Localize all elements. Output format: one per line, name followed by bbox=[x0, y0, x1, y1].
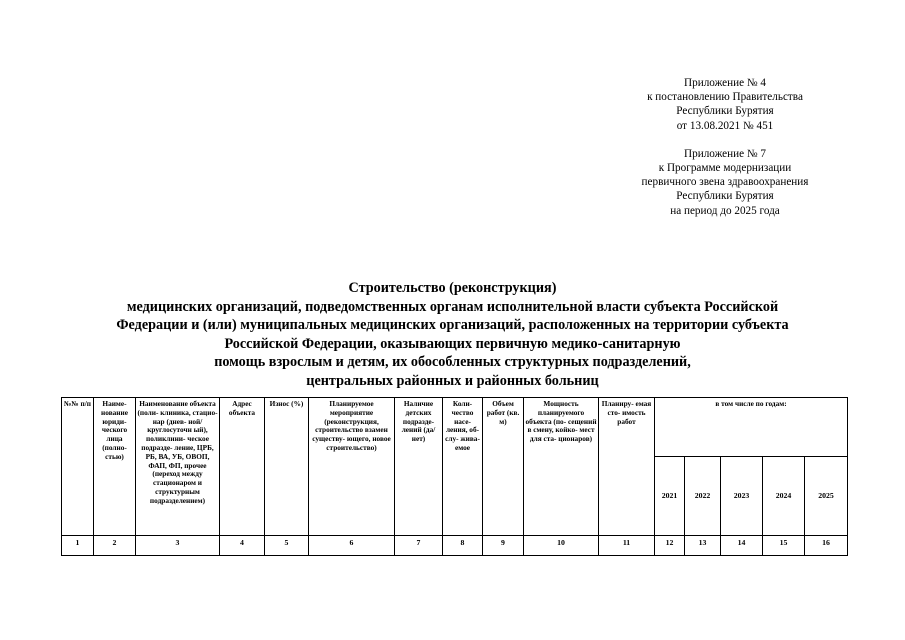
header-cell-years-group: в том числе по годам: bbox=[655, 398, 848, 457]
title-line: помощь взрослым и детям, их обособленных структурных подразделений, bbox=[214, 354, 691, 371]
header-cell-wear: Износ (%) bbox=[265, 398, 309, 536]
construction-table bbox=[61, 397, 848, 556]
header-cell-number: №№ п/п bbox=[62, 398, 94, 536]
title-line: центральных районных и районных больниц bbox=[306, 372, 599, 389]
column-number-cell: 15 bbox=[763, 536, 805, 556]
header-cell-address: Адрес объекта bbox=[220, 398, 265, 536]
title-line: Федерации и (или) муниципальных медицинских организаций, расположенных на территории субъекта bbox=[116, 317, 789, 334]
column-number-cell: 10 bbox=[524, 536, 599, 556]
appendix-line: на период до 2025 года bbox=[670, 204, 780, 217]
column-number-cell: 8 bbox=[443, 536, 483, 556]
column-number-cell: 16 bbox=[805, 536, 848, 556]
appendix-line: к постановлению Правительства bbox=[647, 91, 803, 104]
header-cell-population: Коли- чество насе- ления, об- слу- жива- емое bbox=[443, 398, 483, 536]
appendix-line: от 13.08.2021 № 451 bbox=[676, 119, 774, 132]
header-cell-work-volume: Объем работ (кв. м) bbox=[483, 398, 524, 536]
header-cell-capacity: Мощность планируемого объекта (по- сещений в смену, койко- мест для ста- ционаров) bbox=[524, 398, 599, 536]
column-number-cell: 12 bbox=[655, 536, 685, 556]
column-number-cell: 7 bbox=[395, 536, 443, 556]
header-cell-year: 2022 bbox=[685, 457, 721, 536]
header-cell-year: 2024 bbox=[763, 457, 805, 536]
column-number-cell: 4 bbox=[220, 536, 265, 556]
column-number-cell: 6 bbox=[309, 536, 395, 556]
header-cell-legal-entity: Наиме- нование юриди- ческого лица (полно- стью) bbox=[94, 398, 136, 536]
header-cell-year: 2025 bbox=[805, 457, 848, 536]
column-number-row bbox=[62, 536, 848, 556]
appendix-line: Приложение № 7 bbox=[684, 147, 766, 160]
appendix-line: Республики Бурятия bbox=[676, 190, 774, 203]
column-number-cell: 11 bbox=[599, 536, 655, 556]
header-cell-planned-cost: Планиру- емая сто- имость работ bbox=[599, 398, 655, 536]
appendix-line: первичного звена здравоохранения bbox=[641, 176, 809, 189]
document-title bbox=[0, 279, 905, 391]
header-cell-object-name: Наименование объекта (поли- клиника, стацио- нар (днев- ной/круглосуточн ый), поликлини- ческое подразде- ление, ЦРБ, РБ, ВА, УБ, ОВОП, ФАП, ФП, прочее (переход между стационаром и структурным подразделением) bbox=[136, 398, 220, 536]
column-number-cell: 5 bbox=[265, 536, 309, 556]
column-number-cell: 14 bbox=[721, 536, 763, 556]
column-number-cell: 2 bbox=[94, 536, 136, 556]
header-cell-year: 2023 bbox=[721, 457, 763, 536]
title-line: Строительство (реконструкция) bbox=[348, 280, 557, 296]
column-number-cell: 1 bbox=[62, 536, 94, 556]
column-number-cell: 13 bbox=[685, 536, 721, 556]
header-cell-planned-measure: Планируемое мероприятие (реконструкция, строительство взамен существу- ющего, новое строительство) bbox=[309, 398, 395, 536]
header-cell-children-units: Наличие детских подразде- лений (да/нет) bbox=[395, 398, 443, 536]
appendix-block bbox=[580, 76, 870, 218]
header-cell-year: 2021 bbox=[655, 457, 685, 536]
title-line: Российской Федерации, оказывающих первичную медико-санитарную bbox=[224, 335, 681, 352]
appendix-gap bbox=[580, 133, 870, 147]
appendix-line: Приложение № 4 bbox=[684, 77, 766, 89]
title-line: медицинских организаций, подведомственных органам исполнительной власти субъекта Российской bbox=[126, 298, 779, 315]
appendix-line: Республики Бурятия bbox=[676, 105, 774, 118]
column-number-cell: 9 bbox=[483, 536, 524, 556]
appendix-line: к Программе модернизации bbox=[658, 162, 792, 175]
column-number-cell: 3 bbox=[136, 536, 220, 556]
